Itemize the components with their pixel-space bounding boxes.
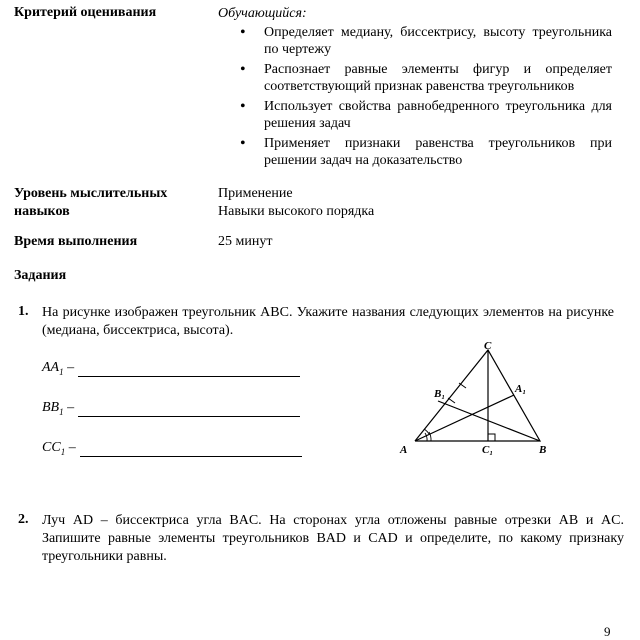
criteria-item: • Использует свойства равнобедренного треугольника для решения задач <box>218 98 612 132</box>
point-label-c1: C₁ <box>482 444 494 456</box>
criteria-item: • Распознает равные элементы фигур и определяет соответствующий признак равенства треугольников <box>218 61 612 95</box>
time-value: 25 минут <box>218 234 273 249</box>
answer-blank[interactable] <box>80 442 302 457</box>
thinking-value-2: Навыки высокого порядка <box>218 204 375 219</box>
thinking-label: Уровень мыслительных навыков <box>14 186 168 219</box>
angle-arc <box>425 433 427 441</box>
thinking-value-1: Применение <box>218 186 293 201</box>
answer-row-bb1 <box>42 400 300 417</box>
criteria-intro: Обучающийся: <box>218 6 307 21</box>
criteria-block <box>218 5 612 172</box>
time-label: Время выполнения <box>14 234 138 249</box>
vertex-label-c: C <box>484 340 492 352</box>
task1-number: 1. <box>18 304 29 319</box>
answer-row-aa1 <box>42 360 300 377</box>
answer-label: $AA_1$ – <box>42 360 75 377</box>
criteria-item: • Определяет медиану, биссектрису, высоту треугольника по чертежу <box>218 24 612 58</box>
criteria-list <box>218 24 612 169</box>
task1-text: На рисунке изображен треугольник ABC. Укажите названия следующих элементов на рисунке (медиана, биссектриса, высота). <box>42 305 614 338</box>
answer-label: $BB_1$ – <box>42 400 75 417</box>
task2-text: Луч AD – биссектриса угла BAC. На сторонах угла отложены равные отрезки AB и AC. Запишите равные элементы треугольников BAD и CAD и определите, по какому признаку треугольники равны. <box>42 513 624 564</box>
task2-number: 2. <box>18 512 29 527</box>
page-number: 9 <box>604 624 611 639</box>
point-label-a1: A₁ <box>515 383 527 395</box>
answer-row-cc1 <box>42 440 302 457</box>
tasks-heading: Задания <box>14 268 67 283</box>
vertex-label-b: B <box>539 444 547 456</box>
right-angle-mark <box>488 434 495 441</box>
answer-blank[interactable] <box>78 362 300 377</box>
criteria-item: • Применяет признаки равенства треугольников при решении задач на доказательство <box>218 135 612 169</box>
answer-label: $CC_1$ – <box>42 440 76 457</box>
vertex-label-a: A <box>400 444 408 456</box>
criteria-label: Критерий оценивания <box>14 5 157 20</box>
triangle-figure <box>396 338 556 460</box>
answer-blank[interactable] <box>78 402 300 417</box>
point-label-b1: B₁ <box>434 388 446 400</box>
tick-mark <box>448 398 455 403</box>
